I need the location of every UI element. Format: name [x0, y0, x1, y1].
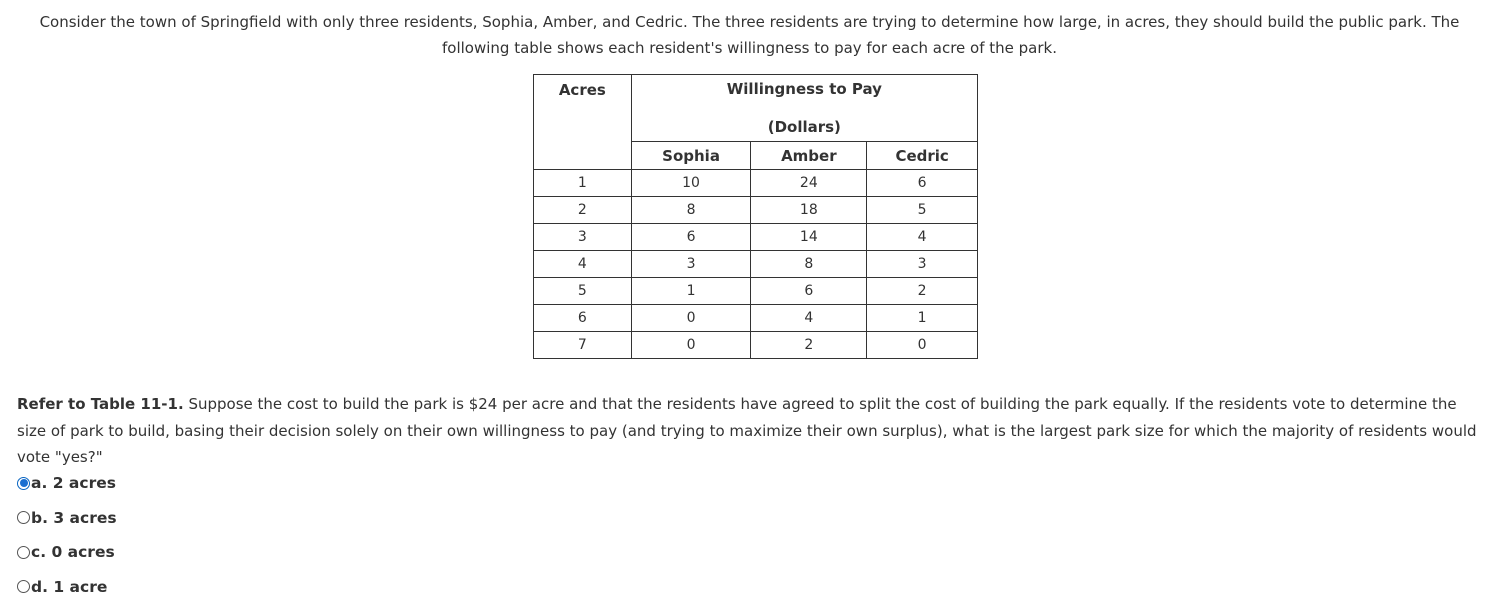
sophia-cell: 0 — [631, 305, 751, 332]
table-row — [534, 332, 978, 359]
table-row — [534, 278, 978, 305]
radio-c[interactable] — [17, 546, 30, 559]
option-a-label: a. 2 acres — [31, 474, 116, 492]
option-d-label: d. 1 acre — [31, 577, 108, 596]
radio-d[interactable] — [17, 580, 30, 593]
amber-cell: 6 — [751, 278, 867, 305]
acres-cell: 3 — [534, 224, 632, 251]
question-body: Suppose the cost to build the park is $24 per acre and that the residents have agreed to split the cost of building the park equally. If the residents vote to determine the size of park to build, basing their decision solely on their own willingness to pay (and trying to maximize their own surplus), what is the largest park size for which the majority of residents would vote "yes?" — [17, 395, 1477, 466]
table-row — [534, 251, 978, 278]
radio-b[interactable] — [17, 511, 30, 524]
amber-cell: 4 — [751, 305, 867, 332]
column-header-cedric: Cedric — [867, 142, 978, 170]
willingness-title: Willingness to Pay — [726, 80, 882, 98]
acres-cell: 1 — [534, 170, 632, 197]
option-c-label: c. 0 acres — [31, 543, 115, 561]
table-row — [534, 197, 978, 224]
sophia-cell: 1 — [631, 278, 751, 305]
amber-cell: 24 — [751, 170, 867, 197]
cedric-cell: 3 — [867, 251, 978, 278]
amber-cell: 18 — [751, 197, 867, 224]
willingness-header — [631, 75, 977, 142]
cedric-cell: 2 — [867, 278, 978, 305]
option-d[interactable] — [17, 576, 117, 598]
amber-cell: 14 — [751, 224, 867, 251]
answer-options — [17, 472, 117, 610]
sophia-cell: 3 — [631, 251, 751, 278]
intro-line-2: following table shows each resident's willingness to pay for each acre of the park. — [442, 39, 1057, 57]
cedric-cell: 5 — [867, 197, 978, 224]
sophia-cell: 8 — [631, 197, 751, 224]
table-row — [534, 305, 978, 332]
cedric-cell: 4 — [867, 224, 978, 251]
intro-line-1: Consider the town of Springfield with only three residents, Sophia, Amber, and Cedric. The three residents are trying to determine how large, in acres, they should build the public park. The — [39, 13, 1460, 31]
option-a[interactable] — [17, 472, 117, 494]
option-b-label: b. 3 acres — [31, 508, 117, 527]
option-b[interactable] — [17, 507, 117, 529]
table-reference: Refer to Table 11-1. — [17, 395, 184, 413]
acres-cell: 5 — [534, 278, 632, 305]
cedric-cell: 0 — [867, 332, 978, 359]
column-header-amber: Amber — [751, 142, 867, 170]
acres-cell: 7 — [534, 332, 632, 359]
acres-cell: 6 — [534, 305, 632, 332]
acres-header: Acres — [534, 75, 632, 170]
acres-cell: 4 — [534, 251, 632, 278]
sophia-cell: 10 — [631, 170, 751, 197]
column-header-sophia: Sophia — [631, 142, 751, 170]
willingness-to-pay-table — [533, 74, 978, 359]
amber-cell: 2 — [751, 332, 867, 359]
cedric-cell: 1 — [867, 305, 978, 332]
table-row — [534, 170, 978, 197]
unit-label: (Dollars) — [767, 118, 841, 136]
sophia-cell: 6 — [631, 224, 751, 251]
option-c[interactable] — [17, 541, 117, 563]
cedric-cell: 6 — [867, 170, 978, 197]
sophia-cell: 0 — [631, 332, 751, 359]
radio-a[interactable] — [17, 477, 30, 490]
question-text — [17, 391, 1489, 471]
acres-cell: 2 — [534, 197, 632, 224]
intro-text — [14, 9, 1485, 61]
amber-cell: 8 — [751, 251, 867, 278]
table-row — [534, 224, 978, 251]
